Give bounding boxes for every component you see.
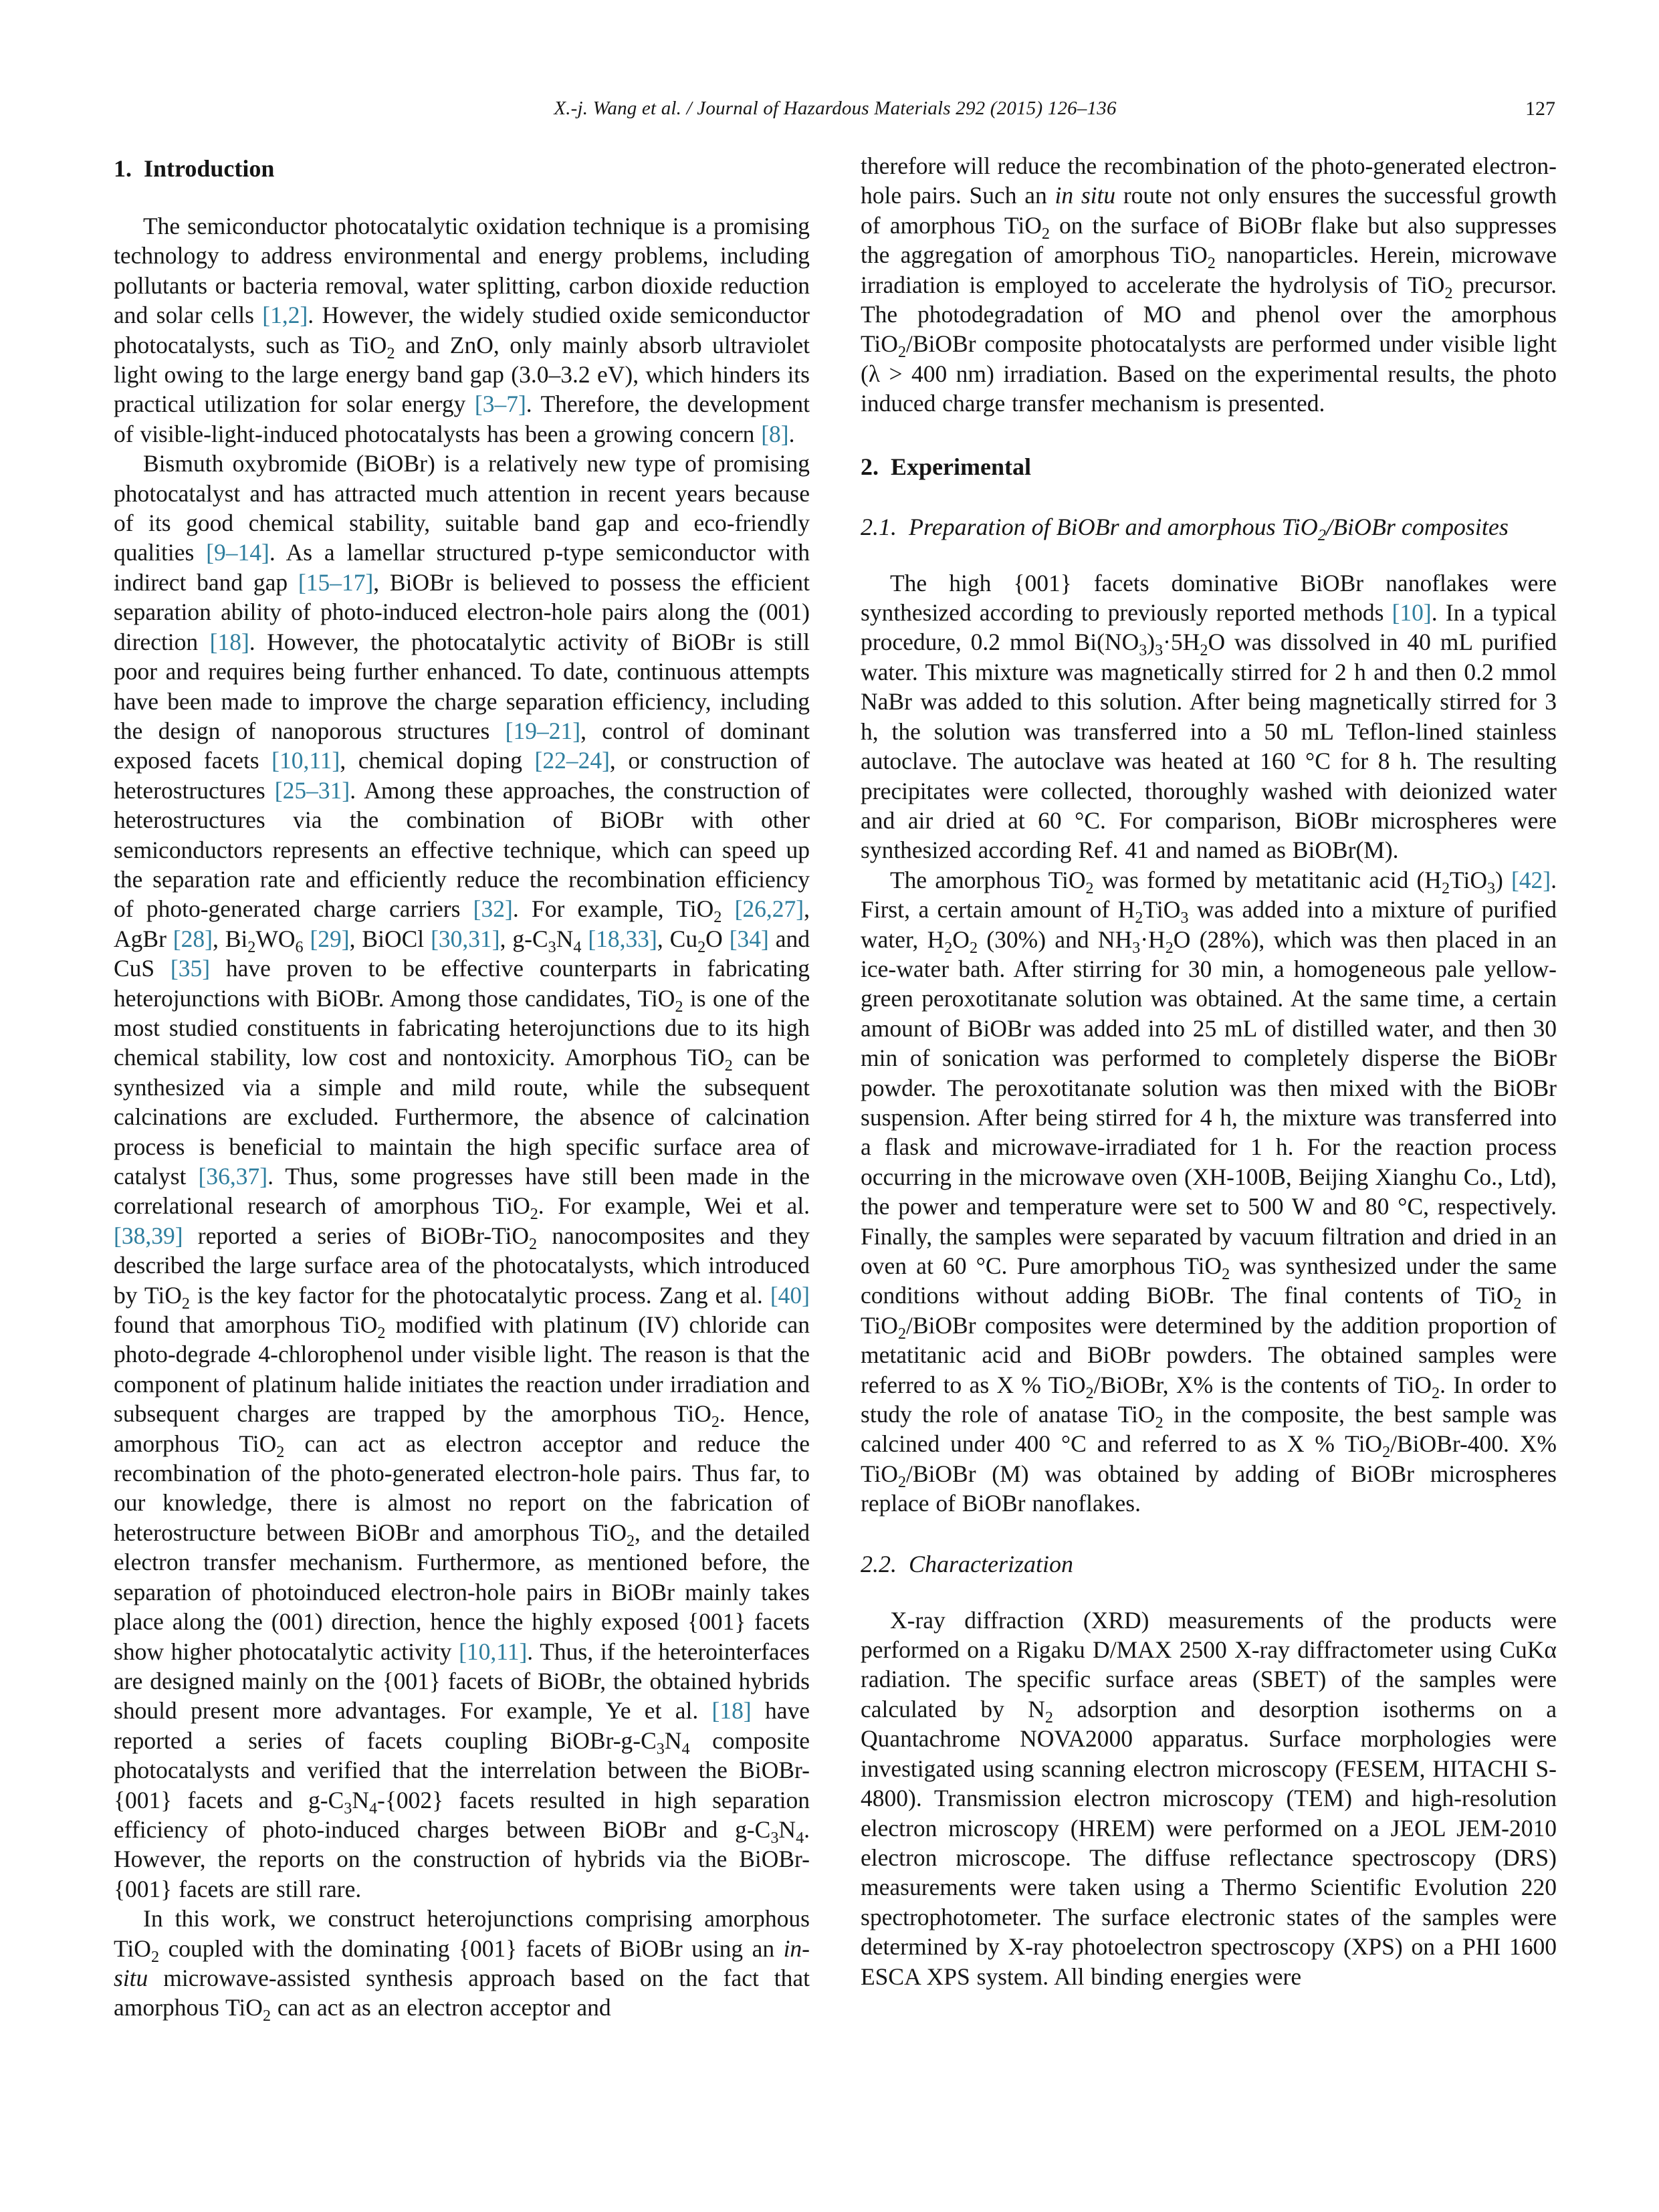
citation: [38,39] xyxy=(114,1222,183,1249)
paragraph: The high {001} facets dominative BiOBr nanoflakes were synthesized according to previously reported methods [10]. In a typical procedure, 0.2 mmol $Bi(NO_3)_3\cdot 5H_2O$ was dissolved in 40 mL purified water. This mixture was magnetically stirred for 2 h and then 0.2 mmol NaBr was added to this solution. After being magnetically stirred for 3 h, the solution was transferred into a 50 mL Teflon-lined stainless autoclave. The autoclave was heated at 160 °C for 8 h. The resulting precipitates were collected, thoroughly washed with deionized water and air dried at 60 °C. For comparison, BiOBr microspheres were synthesized according Ref. 41 and named as BiOBr(M). xyxy=(861,569,1557,864)
citation: [15–17] xyxy=(298,568,374,596)
citation: [19–21] xyxy=(505,717,581,744)
column-right xyxy=(861,151,1557,2023)
citation: [18] xyxy=(209,628,249,655)
paragraph: The semiconductor photocatalytic oxidation technique is a promising technology to address environmental and energy problems, including pollutants or bacteria removal, water splitting, carbon dioxide reduction and solar cells [1,2]. However, the widely studied oxide semiconductor photocatalysts, such as TiO$_2$ and ZnO, only mainly absorb ultraviolet light owing to the large energy band gap (3.0–3.2 eV), which hinders its practical utilization for solar energy [3–7]. Therefore, the development of visible-light-induced photocatalysts has been a growing concern [8]. xyxy=(114,213,810,447)
citation: [9–14] xyxy=(206,539,269,566)
citation: [18,33] xyxy=(588,925,657,952)
citation: [29] xyxy=(310,925,350,952)
paragraph: X-ray diffraction (XRD) measurements of the products were performed on a Rigaku D/MAX 2500 X-ray diffractometer using CuKα radiation. The specific surface areas (SBET) of the samples were calculated by $N_2$ adsorption and desorption isotherms on a Quantachrome NOVA2000 apparatus. Surface morphologies were investigated using scanning electron microscopy (FESEM, HITACHI S-4800). Transmission electron microscopy (TEM) and high-resolution electron microscopy (HREM) were performed on a JEOL JEM-2010 electron microscope. The diffuse reflectance spectroscopy (DRS) measurements were taken using a Thermo Scientific Evolution 220 spectrophotometer. The surface electronic states of the samples were determined by X-ray photoelectron spectroscopy (XPS) on a PHI 1600 ESCA XPS system. All binding energies were xyxy=(861,1606,1557,1990)
paragraph: therefore will reduce the recombination of the photo-generated electron-hole pairs. Such an in situ route not only ensures the successful growth of amorphous TiO$_2$ on the surface of BiOBr flake but also suppresses the aggregation of amorphous TiO$_2$ nanoparticles. Herein, microwave irradiation is employed to accelerate the hydrolysis of TiO$_2$ precursor. The photodegradation of MO and phenol over the amorphous TiO$_2$/BiOBr composite photocatalysts are performed under visible light (λ > 400 nm) irradiation. Based on the experimental results, the photo induced charge transfer mechanism is presented. xyxy=(861,152,1557,417)
paragraph: Bismuth oxybromide (BiOBr) is a relatively new type of promising photocatalyst and has attracted much attention in recent years because of its good chemical stability, suitable band gap and eco-friendly qualities [9–14]. As a lamellar structured p-type semiconductor with indirect band gap [15–17], BiOBr is believed to possess the efficient separation ability of photo-induced electron-hole pairs along the (001) direction [18]. However, the photocatalytic activity of BiOBr is still poor and requires being further enhanced. To date, continuous attempts have been made to improve the charge separation efficiency, including the design of nanoporous structures [19–21], control of dominant exposed facets [10,11], chemical doping [22–24], or construction of heterostructures [25–31]. Among these approaches, the construction of heterostructures via the combination of BiOBr with other semiconductors represents an effective technique, which can speed up the separation rate and efficiently reduce the recombination efficiency of photo-generated charge carriers [32]. For example, TiO$_2$ [26,27], AgBr [28], $Bi_2WO_6$ [29], BiOCl [30,31], $g-C_3N_4$ [18,33], $Cu_2O$ [34] and CuS [35] have proven to be effective counterparts in fabricating heterojunctions with BiOBr. Among those candidates, TiO$_2$ is one of the most studied constituents in fabricating heterojunctions due to its high chemical stability, low cost and nontoxicity. Amorphous TiO$_2$ can be synthesized via a simple and mild route, while the subsequent calcinations are excluded. Furthermore, the absence of calcination process is beneficial to maintain the high specific surface area of catalyst [36,37]. Thus, some progresses have still been made in the correlational research of amorphous TiO$_2$. For example, Wei et al. [38,39] reported a series of BiOBr-TiO$_2$ nanocomposites and they described the large surface area of the photocatalysts, which introduced by TiO$_2$ is the key factor for the photocatalytic process. Zang et al. [40] found that amorphous TiO$_2$ modified with platinum (IV) chloride can photo-degrade 4-chlorophenol under visible light. The reason is that the component of platinum halide initiates the reaction under irradiation and subsequent charges are trapped by the amorphous TiO$_2$. Hence, amorphous TiO$_2$ can act as electron acceptor and reduce the recombination of the photo-generated electron-hole pairs. Thus far, to our knowledge, there is almost no report on the fabrication of heterostructure between BiOBr and amorphous TiO$_2$, and the detailed electron transfer mechanism. Furthermore, as mentioned before, the separation of photoinduced electron-hole pairs in BiOBr mainly takes place along the (001) direction, hence the highly exposed {001} facets show higher photocatalytic activity [10,11]. Thus, if the heterointerfaces are designed mainly on the {001} facets of BiOBr, the obtained hybrids should present more advantages. For example, Ye et al. [18] have reported a series of facets coupling BiOBr-$g-C_3N_4$ composite photocatalysts and verified that the interrelation between the BiOBr-{001} facets and $g-C_3N_4-\{002\}$ facets resulted in high separation efficiency of photo-induced charges between BiOBr and $g-C_3N_4$. However, the reports on the construction of hybrids via the BiOBr-{001} facets are still rare. xyxy=(114,450,810,1902)
citation: [34] xyxy=(729,925,769,952)
citation: [36,37] xyxy=(198,1163,268,1190)
subsection-heading: 2.1. Preparation of BiOBr and amorphous TiO$_2$/BiOBr composites xyxy=(861,513,1509,544)
citation: [22–24] xyxy=(534,747,610,774)
citation: [10] xyxy=(1392,599,1432,627)
paragraph: The amorphous TiO$_2$ was formed by metatitanic acid $(H_2TiO_3)$ [42]. First, a certain amount of $H_2TiO_3$ was added into a mixture of purified water, $H_2O_2$ (30%) and $NH_3\cdot H_2O$ (28%), which was then placed in an ice-water bath. After stirring for 30 min, a homogeneous pale yellow-green peroxotitanate solution was obtained. At the same time, a certain amount of BiOBr was added into 25 mL of distilled water, and then 30 min of sonication was performed to completely disperse the BiOBr powder. The peroxotitanate solution was then mixed with the BiOBr suspension. After being stirred for 4 h, the mixture was transferred into a flask and microwave-irradiated for 1 h. For the reaction process occurring in the microwave oven (XH-100B, Beijing Xianghu Co., Ltd), the power and temperature were set to 500 W and 80 °C, respectively. Finally, the samples were separated by vacuum filtration and dried in an oven at 60 °C. Pure amorphous TiO$_2$ was synthesized under the same conditions without adding BiOBr. The final contents of TiO$_2$ in TiO$_2$/BiOBr composites were determined by the addition proportion of metatitanic acid and BiOBr powders. The obtained samples were referred to as X % TiO$_2$/BiOBr, X% is the contents of TiO$_2$. In order to study the role of anatase TiO$_2$ in the composite, the best sample was calcined under 400 °C and referred to as X % TiO$_2$/BiOBr-400. X% TiO$_2$/BiOBr (M) was obtained by adding of BiOBr microspheres replace of BiOBr nanoflakes. xyxy=(861,866,1557,1517)
citation: [18] xyxy=(711,1697,752,1725)
page-header xyxy=(114,98,1557,127)
citation: [32] xyxy=(473,895,513,923)
citation: [42] xyxy=(1511,866,1551,893)
citation: [10,11] xyxy=(459,1638,528,1665)
citation: [30,31] xyxy=(431,925,500,952)
column-left xyxy=(114,151,810,2023)
citation: [10,11] xyxy=(271,747,340,774)
subsection-heading: 2.2. Characterization xyxy=(861,1550,1074,1577)
content-columns xyxy=(114,151,1557,2023)
citation: [1,2] xyxy=(262,302,308,329)
citation: [28] xyxy=(173,925,213,952)
section-heading: 2. Experimental xyxy=(861,453,1031,480)
citation: [25–31] xyxy=(274,776,350,804)
citation: [35] xyxy=(170,955,211,982)
page-number: 127 xyxy=(1525,98,1555,120)
citation: [8] xyxy=(761,420,789,447)
citation: [26,27] xyxy=(734,895,804,923)
section-heading: 1. Introduction xyxy=(114,155,275,182)
citation: [40] xyxy=(770,1281,810,1309)
paragraph: In this work, we construct heterojunctions comprising amorphous TiO$_2$ coupled with the dominating {001} facets of BiOBr using an in-situ microwave-assisted synthesis approach based on the fact that amorphous TiO$_2$ can act as an electron acceptor and xyxy=(114,1905,810,2025)
citation: [3–7] xyxy=(474,391,526,418)
running-title: X.-j. Wang et al. / Journal of Hazardous Materials 292 (2015) 126–136 xyxy=(554,98,1117,119)
